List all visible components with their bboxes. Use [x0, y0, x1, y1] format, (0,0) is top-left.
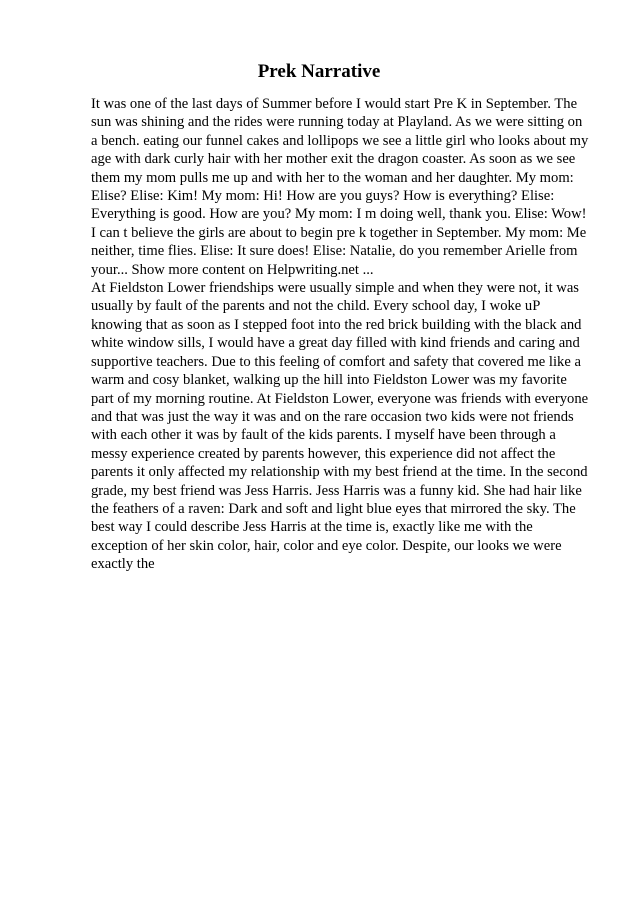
- document-title: Prek Narrative: [257, 61, 381, 82]
- document-body: [91, 95, 591, 574]
- paragraph-2: At Fieldston Lower friendships were usually simple and when they were not, it was usually by fault of the parents and not the child. Every school day, I woke uP knowing that as soon as I stepped foot into the red brick building with the black and white window sills, I would have a great day filled with kind friends and caring and supportive teachers. Due to this feeling of comfort and safety that covered me like a warm and cosy blanket, walking up the hill into Fieldston Lower was my favorite part of my morning routine. At Fieldston Lower, everyone was friends with everyone and that was just the way it was and on the rare occasion two kids were not friends with each other it was by fault of the kids parents. I myself have been through a messy experience created by parents however, this experience did not affect the parents it only affected my relationship with my best friend at the time. In the second grade, my best friend was Jess Harris. Jess Harris was a funny kid. She had hair like the feathers of a raven: Dark and soft and light blue eyes that mirrored the sky. The best way I could describe Jess Harris at the time is, exactly like me with the exception of her skin color, hair, color and eye color. Despite, our looks we were exactly the: [91, 280, 589, 573]
- paragraph-1: It was one of the last days of Summer before I would start Pre K in September. The sun was shining and the rides were running today at Playland. As we were sitting on a bench. eating our funnel cakes and lollipops we see a little girl who looks about my age with dark curly hair with her mother exit the dragon coaster. As soon as we see them my mom pulls me up and with her to the woman and her daughter. My mom: Elise? Elise: Kim! My mom: Hi! How are you guys? How is everything? Elise: Everything is good. How are you? My mom: I m doing well, thank you. Elise: Wow! I can t believe the girls are about to begin pre k together in September. My mom: Me neither, time flies. Elise: It sure does! Elise: Natalie, do you remember Arielle from your... Show more content on Helpwriting.net ...: [91, 96, 589, 278]
